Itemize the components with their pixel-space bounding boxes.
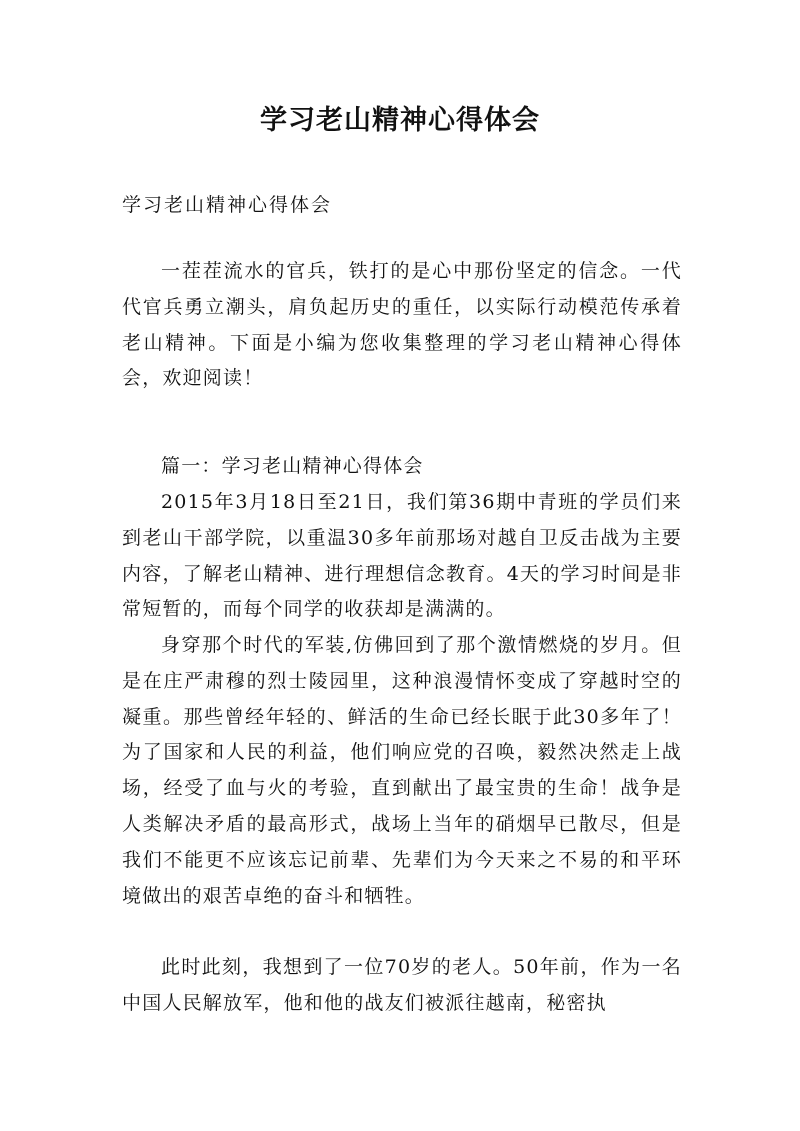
document-subtitle: 学习老山精神心得体会 (122, 194, 333, 216)
body-paragraph: 此时此刻，我想到了一位70岁的老人。50年前，作为一名中国人民解放军，他和他的战友们被派往越南，秘密执 (122, 956, 682, 1014)
body-paragraph: 2015年3月18日至21日，我们第36期中青班的学员们来到老山干部学院，以重温30多年前那场对越自卫反击战为主要内容，了解老山精神、进行理想信念教育。4天的学习时间是非常短暂的，而每个同学的收获却是满满的。 (122, 491, 682, 621)
section-heading: 篇一：学习老山精神心得体会 (161, 455, 424, 477)
document-title: 学习老山精神心得体会 (260, 105, 540, 136)
intro-paragraph: 一茬茬流水的官兵，铁打的是心中那份坚定的信念。一代代官兵勇立潮头，肩负起历史的重任，以实际行动模范传承着老山精神。下面是小编为您收集整理的学习老山精神心得体会，欢迎阅读！ (122, 260, 682, 390)
body-paragraph: 身穿那个时代的军装,仿佛回到了那个激情燃烧的岁月。但是在庄严肃穆的烈士陵园里，这种浪漫情怀变成了穿越时空的凝重。那些曾经年轻的、鲜活的生命已经长眠于此30多年了！为了国家和人民的利益，他们响应党的召唤，毅然决然走上战场，经受了血与火的考验，直到献出了最宝贵的生命！战争是人类解决矛盾的最高形式，战场上当年的硝烟早已散尽，但是我们不能更不应该忘记前辈、先辈们为今天来之不易的和平环境做出的艰苦卓绝的奋斗和牺牲。 (122, 634, 682, 907)
